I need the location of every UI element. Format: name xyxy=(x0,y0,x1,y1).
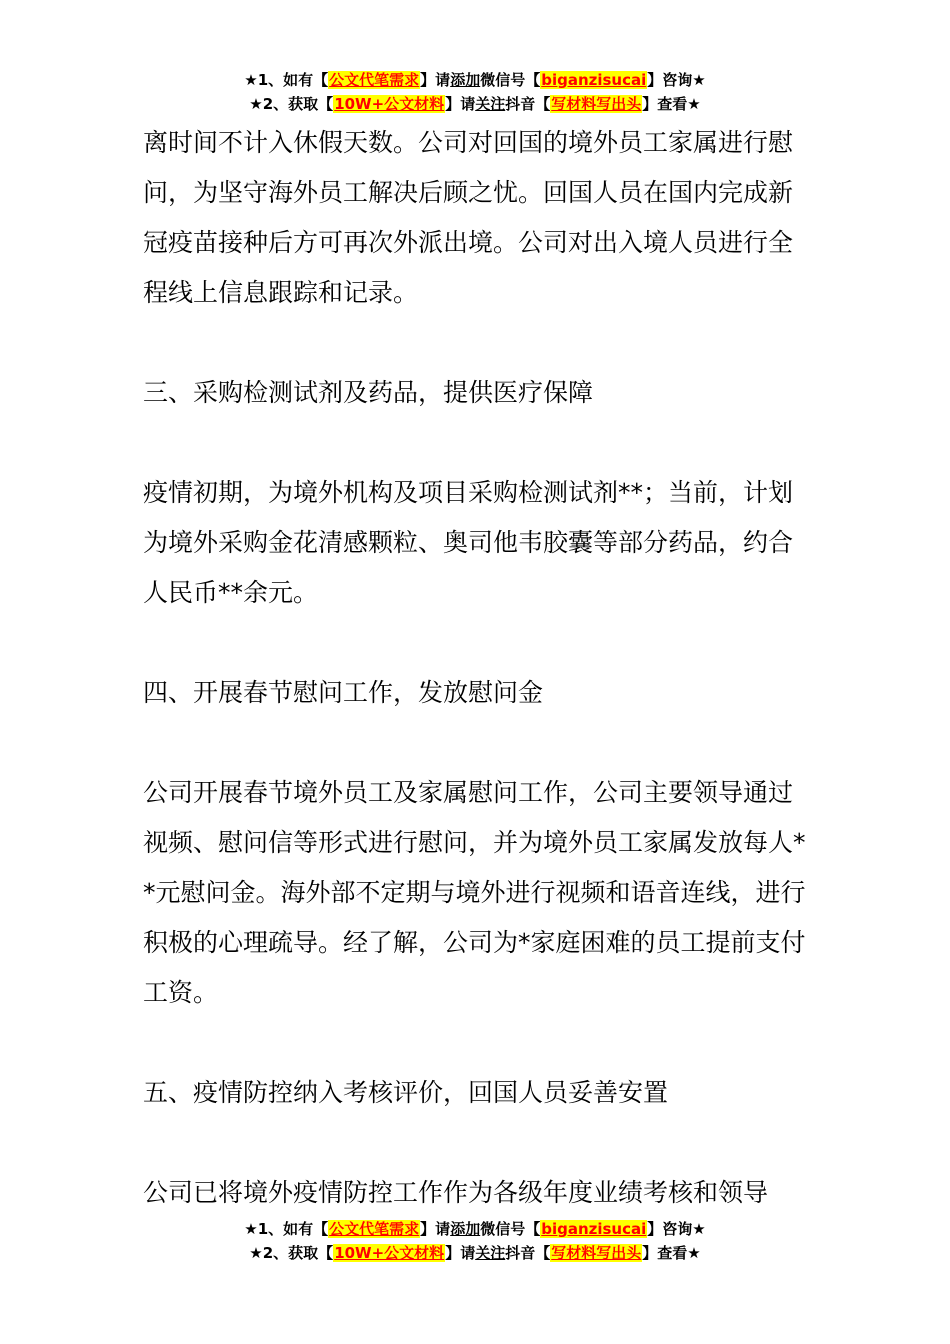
ad-highlight: 写材料写出头 xyxy=(551,95,642,113)
ad-highlight: 10W+公文材料 xyxy=(334,1244,445,1262)
ad-text: 】请 xyxy=(445,1244,476,1262)
ad-text: 抖音【 xyxy=(505,1244,551,1262)
ad-text: ★1、如有【 xyxy=(244,71,329,89)
ad-text: ★2、获取【 xyxy=(249,1244,334,1262)
ad-highlight: 公文代笔需求 xyxy=(329,71,420,89)
section-heading: 五、疫情防控纳入考核评价，回国人员妥善安置 xyxy=(143,1078,669,1107)
ad-highlight: biganzisucai xyxy=(541,71,647,89)
ad-text: 】请 xyxy=(445,95,476,113)
body-paragraph: 公司已将境外疫情防控工作作为各级年度业绩考核和领导 xyxy=(143,1178,769,1207)
ad-highlight: biganzisucai xyxy=(541,1220,647,1238)
section-heading: 四、开展春节慰问工作，发放慰问金 xyxy=(143,678,544,707)
body-paragraph: 离时间不计入休假天数。公司对回国的境外员工家属进行慰问，为坚守海外员工解决后顾之忧。回国人员在国内完成新冠疫苗接种后方可再次外派出境。公司对出入境人员进行全程线上信息跟踪和记录。 xyxy=(143,128,794,307)
document-body xyxy=(143,118,815,1218)
ad-underline: 关注 xyxy=(475,95,506,113)
footer-ad-banner xyxy=(0,1217,950,1265)
ad-text: 】咨询★ xyxy=(647,1220,706,1238)
ad-underline: 添加 xyxy=(450,1220,481,1238)
ad-underline: 添加 xyxy=(450,71,481,89)
ad-text: 微信号【 xyxy=(480,1220,541,1238)
ad-line-1 xyxy=(0,1217,950,1241)
ad-highlight: 10W+公文材料 xyxy=(334,95,445,113)
ad-line-2 xyxy=(0,92,950,116)
ad-line-1 xyxy=(0,68,950,92)
ad-line-2 xyxy=(0,1241,950,1265)
ad-text: 】咨询★ xyxy=(647,71,706,89)
body-paragraph: 疫情初期，为境外机构及项目采购检测试剂**；当前，计划为境外采购金花清感颗粒、奥司他韦胶囊等部分药品，约合人民币**余元。 xyxy=(143,478,794,607)
ad-underline: 关注 xyxy=(475,1244,506,1262)
ad-text: 】请 xyxy=(420,71,451,89)
ad-text: 微信号【 xyxy=(480,71,541,89)
ad-text: ★1、如有【 xyxy=(244,1220,329,1238)
ad-text: 】请 xyxy=(420,1220,451,1238)
ad-text: 抖音【 xyxy=(505,95,551,113)
header-ad-banner xyxy=(0,68,950,116)
ad-text: ★2、获取【 xyxy=(249,95,334,113)
ad-text: 】查看★ xyxy=(642,1244,701,1262)
ad-highlight: 写材料写出头 xyxy=(551,1244,642,1262)
ad-highlight: 公文代笔需求 xyxy=(329,1220,420,1238)
body-paragraph: 公司开展春节境外员工及家属慰问工作，公司主要领导通过视频、慰问信等形式进行慰问，并为境外员工家属发放每人**元慰问金。海外部不定期与境外进行视频和语音连线，进行积极的心理疏导。经了解，公司为*家庭困难的员工提前支付工资。 xyxy=(143,778,806,1007)
ad-text: 】查看★ xyxy=(642,95,701,113)
section-heading: 三、采购检测试剂及药品，提供医疗保障 xyxy=(143,378,594,407)
